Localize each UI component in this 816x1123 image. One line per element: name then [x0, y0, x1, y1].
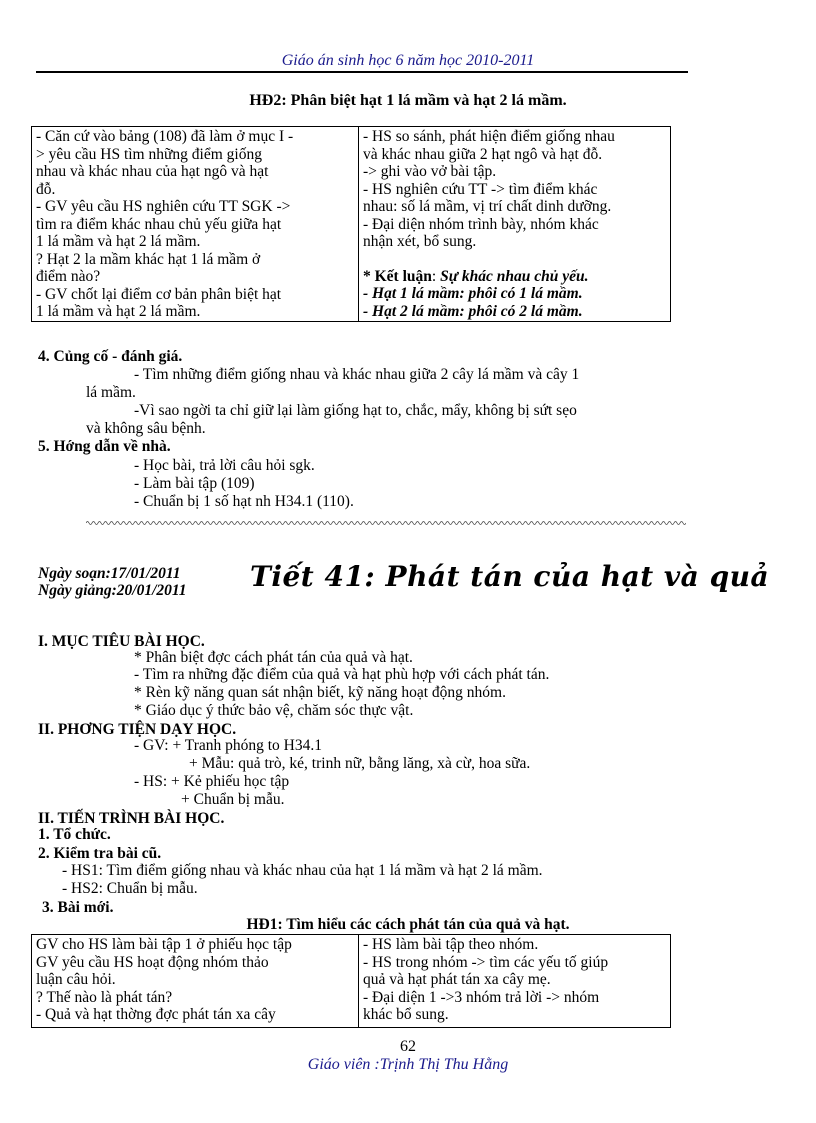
hd1-student-line: - Đại diện 1 ->3 nhóm trả lời -> nhóm	[363, 988, 600, 1006]
process-step-3: 3. Bài mới.	[42, 899, 114, 916]
hd1-teacher-line: ? Thế nào là phát tán?	[36, 988, 173, 1006]
hd1-teacher-line: - Quả và hạt thờng đợc phát tán xa cây	[36, 1006, 276, 1023]
page-number: 62	[400, 1038, 416, 1055]
section-4-line: - Tìm những điểm giống nhau và khác nhau giữa 2 cây lá mầm và cây 1	[134, 366, 580, 383]
section-4-title: 4. Củng cố - đánh giá.	[38, 348, 183, 365]
hd1-student-line: quả và hạt phát tán xa cây mẹ.	[363, 971, 551, 988]
objectives-line: * Giáo dục ý thức bảo vệ, chăm sóc thực vật.	[134, 702, 414, 719]
process-step-2: 2. Kiểm tra bài cũ.	[38, 845, 162, 862]
objectives-line: * Phân biệt đợc cách phát tán của quả và hạt.	[134, 649, 413, 666]
section-4-line: và không sâu bệnh.	[86, 420, 206, 437]
hd1-title: HĐ1: Tìm hiểu các cách phát tán của quả và hạt.	[246, 916, 570, 933]
hd2-teacher-cell	[32, 127, 359, 322]
hd2-student-cell	[359, 127, 671, 322]
hd2-student-line: - HS so sánh, phát hiện điểm giống nhau	[363, 128, 615, 145]
conclusion-colon: :	[431, 267, 441, 285]
process-title: II. TIẾN TRÌNH BÀI HỌC.	[38, 810, 225, 827]
objectives-title: I. MỤC TIÊU BÀI HỌC.	[38, 633, 205, 650]
conclusion-label: * Kết luận	[363, 267, 432, 285]
hd1-teacher-line: GV cho HS làm bài tập 1 ở phiếu học tập	[36, 936, 292, 953]
section-4-line: lá mầm.	[86, 384, 136, 401]
hd2-teacher-line: tìm ra điểm khác nhau chủ yếu giữa hạt	[36, 215, 282, 233]
equipment-line: - HS: + Kẻ phiếu học tập	[134, 773, 290, 790]
conclusion-text: Sự khác nhau chủ yếu.	[440, 267, 589, 285]
hd2-teacher-line: đỗ.	[36, 180, 56, 198]
hd2-teacher-line: 1 lá mầm và hạt 2 lá mầm.	[36, 303, 201, 320]
hd2-student-line: và khác nhau giữa 2 hạt ngô và hạt đỗ.	[363, 145, 603, 163]
hd2-teacher-line: - GV yêu cầu HS nghiên cứu TT SGK ->	[36, 198, 291, 215]
process-step-1: 1. Tổ chức.	[38, 826, 111, 843]
hd2-student-line: -> ghi vào vở bài tập.	[363, 163, 497, 180]
footer-teacher: Giáo viên :Trịnh Thị Thu Hằng	[307, 1056, 509, 1073]
hd2-teacher-line: - GV chốt lại điểm cơ bản phân biệt hạt	[36, 285, 282, 303]
equipment-line: + Mẫu: quả trò, ké, trinh nữ, bằng lăng, xà cừ, hoa sữa.	[189, 755, 531, 772]
hd2-teacher-line: > yêu cầu HS tìm những điểm giống	[36, 145, 262, 163]
hd2-conclusion	[363, 268, 666, 286]
hd1-teacher-line: luận câu hỏi.	[36, 971, 116, 988]
conclusion-item-1: - Hạt 1 lá mầm: phôi có 1 lá mầm.	[363, 285, 583, 302]
section-4-line: -Vì sao ngời ta chỉ giữ lại làm giống hạt to, chắc, mẩy, không bị sứt sẹo	[134, 402, 577, 419]
header-divider	[36, 71, 688, 73]
hd2-student-line: nhau: số lá mầm, vị trí chất dinh dưỡng.	[363, 198, 612, 215]
objectives-line: * Rèn kỹ năng quan sát nhận biết, kỹ năng hoạt động nhóm.	[134, 684, 506, 701]
hd1-student-cell	[359, 935, 671, 1028]
equipment-line: + Chuẩn bị mẫu.	[181, 791, 285, 808]
hd2-teacher-line: điểm nào?	[36, 268, 101, 285]
wavy-divider	[86, 519, 686, 527]
equipment-line: - GV: + Tranh phóng to H34.1	[134, 737, 323, 754]
objectives-line: - Tìm ra những đặc điểm của quả và hạt phù hợp với cách phát tán.	[134, 666, 550, 683]
hd1-student-line: - HS làm bài tập theo nhóm.	[363, 936, 539, 953]
hd2-teacher-line: 1 lá mầm và hạt 2 lá mầm.	[36, 233, 201, 250]
hd1-teacher-line: GV yêu cầu HS hoạt động nhóm thảo	[36, 953, 269, 971]
hd1-student-line: khác bổ sung.	[363, 1006, 449, 1023]
hd2-student-line: nhận xét, bổ sung.	[363, 233, 477, 250]
hd2-title: HĐ2: Phân biệt hạt 1 lá mầm và hạt 2 lá mầm.	[249, 92, 567, 109]
hd1-teacher-cell	[32, 935, 359, 1028]
process-hs1: - HS1: Tìm điểm giống nhau và khác nhau của hạt 1 lá mầm và hạt 2 lá mầm.	[62, 862, 543, 879]
hd2-teacher-line: - Căn cứ vào bảng (108) đã làm ở mục I -	[36, 128, 294, 145]
hd2-student-line: - HS nghiên cứu TT -> tìm điểm khác	[363, 180, 598, 198]
section-5-line: - Làm bài tập (109)	[134, 475, 255, 492]
section-5-line: - Học bài, trả lời câu hỏi sgk.	[134, 457, 315, 474]
hd1-student-line: - HS trong nhóm -> tìm các yếu tố giúp	[363, 953, 609, 971]
date-prepared: Ngày soạn:17/01/2011	[38, 565, 181, 582]
hd1-table	[31, 934, 671, 1028]
equipment-title: II. PHƠNG TIỆN DẠY HỌC.	[38, 721, 237, 738]
hd2-table	[31, 126, 671, 322]
section-5-line: - Chuẩn bị 1 số hạt nh H34.1 (110).	[134, 493, 354, 510]
page-header: Giáo án sinh học 6 năm học 2010-2011	[281, 52, 535, 69]
process-hs2: - HS2: Chuẩn bị mẫu.	[62, 880, 198, 897]
hd2-teacher-line: nhau và khác nhau của hạt ngô và hạt	[36, 163, 269, 180]
hd2-teacher-line: ? Hạt 2 la mầm khác hạt 1 lá mầm ở	[36, 250, 261, 268]
conclusion-item-2: - Hạt 2 lá mầm: phôi có 2 lá mầm.	[363, 302, 583, 320]
lesson-title: Tiết 41: Phát tán của hạt và quả	[250, 560, 770, 593]
hd2-student-line: - Đại diện nhóm trình bày, nhóm khác	[363, 215, 599, 233]
section-5-title: 5. Hớng dẫn về nhà.	[38, 438, 171, 455]
date-taught: Ngày giảng:20/01/2011	[38, 582, 187, 599]
